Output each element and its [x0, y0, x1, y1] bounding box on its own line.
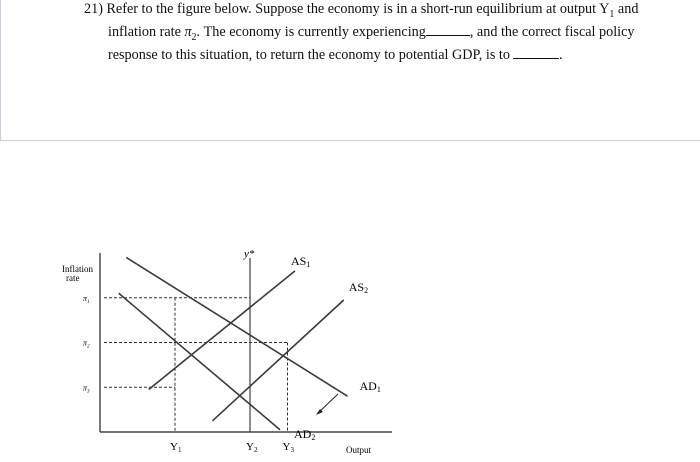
question-line2-mid: . The economy is currently experiencing: [196, 23, 426, 40]
ad-as-figure: [0, 141, 700, 457]
question-line3-text: response to this situation, to return the economy to potential GDP, is to: [108, 46, 510, 63]
question-line3-end: .: [558, 46, 563, 63]
y-tick-label-pi3: $\pi_3$: [83, 383, 90, 395]
x-axis-label: Output: [346, 445, 372, 455]
question-line2-end: , and the correct fiscal policy: [469, 23, 635, 40]
curve-label-as2: AS2: [348, 279, 369, 295]
y-tick-label-pi2: $\pi_2$: [83, 338, 90, 350]
curve-as2: [213, 300, 344, 421]
question-line-3: [84, 46, 684, 64]
question-line1-text: Refer to the figure below. Suppose the economy is in a short-run equilibrium at output Y: [106, 1, 610, 17]
curve-as1: [149, 271, 295, 390]
question-block: [0, 0, 700, 140]
curve-label-as1: AS1: [291, 253, 311, 269]
curve-ad2: [119, 293, 280, 429]
x-tick-label-y1: Y1: [170, 441, 182, 454]
potential-output-label: y*: [244, 248, 255, 260]
pi-symbol: π: [184, 23, 192, 40]
curve-label-ad2: AD2: [294, 426, 316, 442]
y-axis-label-line-1: Inflation: [62, 264, 93, 274]
answer-blank-1[interactable]: [426, 23, 470, 36]
y-axis-label-line-2: rate: [66, 273, 80, 283]
x-tick-label-y2: Y2: [246, 441, 258, 454]
question-line2-start: inflation rate: [108, 23, 185, 40]
question-line1-end: and: [614, 1, 639, 17]
question-number: 21): [84, 1, 103, 17]
output-subscript: 1: [609, 8, 615, 20]
question-line-2: [84, 23, 684, 46]
question-line-1: [84, 1, 684, 23]
y-tick-label-pi1: $\pi_1$: [83, 293, 90, 305]
curve-label-ad1: AD1: [359, 379, 381, 395]
inflation-subscript: 2: [191, 31, 197, 43]
x-tick-label-y3: Y3: [282, 441, 294, 454]
answer-blank-2[interactable]: [513, 46, 559, 59]
ad-as-chart: [0, 141, 700, 457]
question-text: [84, 1, 684, 64]
